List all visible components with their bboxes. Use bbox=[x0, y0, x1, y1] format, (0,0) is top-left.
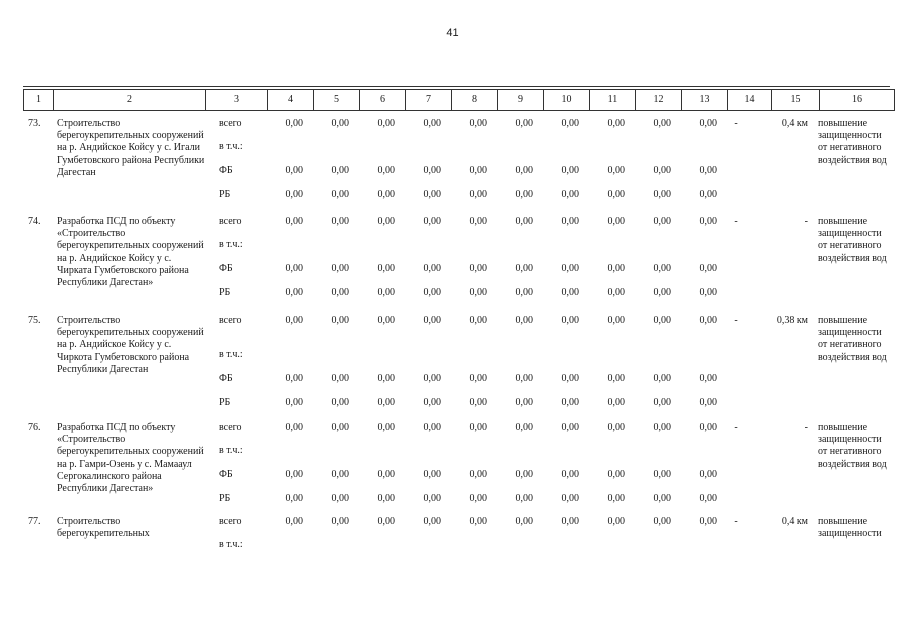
funding-line bbox=[23, 516, 890, 528]
funding-line bbox=[23, 216, 890, 228]
row-number: 74. bbox=[28, 216, 41, 227]
header-cell: 5 bbox=[314, 90, 360, 111]
funding-label: ФБ bbox=[219, 165, 233, 176]
funding-value: 0,00 bbox=[377, 165, 395, 176]
funding-value: 0,00 bbox=[699, 469, 717, 480]
funding-value: 0,00 bbox=[423, 263, 441, 274]
funding-value: 0,00 bbox=[285, 287, 303, 298]
funding-value: 0,00 bbox=[515, 118, 533, 129]
funding-value: 0,00 bbox=[699, 118, 717, 129]
funding-label: всего bbox=[219, 422, 242, 433]
header-cell: 2 bbox=[54, 90, 206, 111]
funding-value: 0,00 bbox=[607, 315, 625, 326]
row-name: Строительство берегоукрепительных bbox=[57, 516, 150, 540]
column-14-value: - bbox=[734, 516, 738, 527]
funding-value: 0,00 bbox=[331, 397, 349, 408]
row-result: повышение защищенности от негативного воздействия вод bbox=[818, 216, 887, 264]
header-table bbox=[23, 89, 895, 111]
funding-value: 0,00 bbox=[331, 216, 349, 227]
funding-value: 0,00 bbox=[699, 189, 717, 200]
funding-line bbox=[23, 118, 890, 130]
row-name: Строительство берегоукрепительных сооружений на р. Андийское Койсу у с. Чиркота Гумбетовского района Республики Дагестан bbox=[57, 315, 204, 375]
funding-value: 0,00 bbox=[607, 493, 625, 504]
funding-line bbox=[23, 422, 890, 434]
header-cell: 8 bbox=[452, 90, 498, 111]
funding-label: РБ bbox=[219, 397, 231, 408]
header-cell: 11 bbox=[590, 90, 636, 111]
funding-value: 0,00 bbox=[653, 165, 671, 176]
funding-label: всего bbox=[219, 315, 242, 326]
funding-value: 0,00 bbox=[561, 165, 579, 176]
funding-value: 0,00 bbox=[653, 422, 671, 433]
funding-value: 0,00 bbox=[423, 216, 441, 227]
funding-value: 0,00 bbox=[699, 263, 717, 274]
funding-value: 0,00 bbox=[653, 315, 671, 326]
funding-value: 0,00 bbox=[285, 516, 303, 527]
funding-line bbox=[23, 189, 890, 201]
funding-value: 0,00 bbox=[331, 469, 349, 480]
funding-value: 0,00 bbox=[285, 493, 303, 504]
row-number: 76. bbox=[28, 422, 41, 433]
header-cell: 3 bbox=[206, 90, 268, 111]
funding-value: 0,00 bbox=[285, 315, 303, 326]
row-name: Разработка ПСД по объекту «Строительство берегоукрепительных сооружений на р. Андийское Койсу у с. Чирката Гумбетовского района Республики Дагестан» bbox=[57, 216, 204, 289]
funding-value: 0,00 bbox=[469, 422, 487, 433]
header-cell: 9 bbox=[498, 90, 544, 111]
funding-value: 0,00 bbox=[515, 165, 533, 176]
funding-value: 0,00 bbox=[469, 189, 487, 200]
funding-value: 0,00 bbox=[377, 216, 395, 227]
funding-value: 0,00 bbox=[653, 189, 671, 200]
funding-value: 0,00 bbox=[561, 263, 579, 274]
funding-value: 0,00 bbox=[653, 263, 671, 274]
funding-value: 0,00 bbox=[331, 118, 349, 129]
funding-value: 0,00 bbox=[377, 469, 395, 480]
funding-value: 0,00 bbox=[377, 263, 395, 274]
funding-value: 0,00 bbox=[653, 493, 671, 504]
funding-line bbox=[23, 141, 890, 153]
funding-label: РБ bbox=[219, 287, 231, 298]
row-name: Строительство берегоукрепительных сооружений на р. Андийское Койсу у с. Игали Гумбетовского района Республики Дагестан bbox=[57, 118, 205, 178]
funding-value: 0,00 bbox=[561, 216, 579, 227]
funding-line bbox=[23, 445, 890, 457]
funding-value: 0,00 bbox=[561, 287, 579, 298]
header-cell: 14 bbox=[728, 90, 772, 111]
funding-value: 0,00 bbox=[377, 422, 395, 433]
top-rule bbox=[23, 86, 890, 87]
funding-value: 0,00 bbox=[331, 373, 349, 384]
funding-label: всего bbox=[219, 118, 242, 129]
funding-line bbox=[23, 373, 890, 385]
funding-value: 0,00 bbox=[699, 165, 717, 176]
funding-label: ФБ bbox=[219, 469, 233, 480]
funding-value: 0,00 bbox=[285, 397, 303, 408]
funding-value: 0,00 bbox=[469, 516, 487, 527]
funding-value: 0,00 bbox=[699, 516, 717, 527]
funding-value: 0,00 bbox=[561, 422, 579, 433]
funding-value: 0,00 bbox=[607, 118, 625, 129]
funding-value: 0,00 bbox=[561, 493, 579, 504]
funding-value: 0,00 bbox=[377, 118, 395, 129]
funding-value: 0,00 bbox=[607, 189, 625, 200]
funding-value: 0,00 bbox=[561, 373, 579, 384]
column-14-value: - bbox=[734, 422, 738, 433]
funding-label: в т.ч.: bbox=[219, 445, 243, 456]
funding-value: 0,00 bbox=[285, 165, 303, 176]
funding-value: 0,00 bbox=[377, 373, 395, 384]
funding-value: 0,00 bbox=[699, 397, 717, 408]
funding-value: 0,00 bbox=[607, 165, 625, 176]
funding-line bbox=[23, 239, 890, 251]
funding-label: в т.ч.: bbox=[219, 239, 243, 250]
funding-line bbox=[23, 315, 890, 327]
page-number: 41 bbox=[446, 27, 459, 39]
funding-value: 0,00 bbox=[699, 287, 717, 298]
header-cell: 13 bbox=[682, 90, 728, 111]
funding-value: 0,00 bbox=[607, 263, 625, 274]
funding-value: 0,00 bbox=[469, 165, 487, 176]
funding-value: 0,00 bbox=[699, 216, 717, 227]
funding-value: 0,00 bbox=[469, 315, 487, 326]
funding-value: 0,00 bbox=[653, 287, 671, 298]
funding-value: 0,00 bbox=[285, 422, 303, 433]
funding-value: 0,00 bbox=[423, 493, 441, 504]
funding-value: 0,00 bbox=[285, 216, 303, 227]
funding-value: 0,00 bbox=[607, 397, 625, 408]
funding-value: 0,00 bbox=[515, 189, 533, 200]
funding-value: 0,00 bbox=[699, 373, 717, 384]
funding-line bbox=[23, 165, 890, 177]
funding-value: 0,00 bbox=[377, 397, 395, 408]
funding-value: 0,00 bbox=[515, 216, 533, 227]
funding-value: 0,00 bbox=[607, 516, 625, 527]
column-14-value: - bbox=[734, 118, 738, 129]
funding-value: 0,00 bbox=[653, 373, 671, 384]
funding-value: 0,00 bbox=[423, 516, 441, 527]
funding-value: 0,00 bbox=[561, 397, 579, 408]
funding-value: 0,00 bbox=[423, 422, 441, 433]
funding-label: в т.ч.: bbox=[219, 349, 243, 360]
funding-label: всего bbox=[219, 216, 242, 227]
funding-value: 0,00 bbox=[469, 263, 487, 274]
funding-value: 0,00 bbox=[653, 516, 671, 527]
funding-value: 0,00 bbox=[469, 373, 487, 384]
funding-value: 0,00 bbox=[331, 516, 349, 527]
row-number: 77. bbox=[28, 516, 41, 527]
funding-value: 0,00 bbox=[653, 397, 671, 408]
funding-value: 0,00 bbox=[377, 493, 395, 504]
header-cell: 16 bbox=[820, 90, 895, 111]
funding-line bbox=[23, 263, 890, 275]
funding-value: 0,00 bbox=[331, 493, 349, 504]
header-cell: 12 bbox=[636, 90, 682, 111]
funding-value: 0,00 bbox=[699, 315, 717, 326]
funding-value: 0,00 bbox=[515, 373, 533, 384]
funding-value: 0,00 bbox=[377, 315, 395, 326]
funding-value: 0,00 bbox=[331, 422, 349, 433]
funding-value: 0,00 bbox=[561, 189, 579, 200]
funding-value: 0,00 bbox=[653, 118, 671, 129]
funding-value: 0,00 bbox=[285, 189, 303, 200]
funding-value: 0,00 bbox=[515, 315, 533, 326]
row-result: повышение защищенности bbox=[818, 516, 882, 540]
funding-value: 0,00 bbox=[331, 189, 349, 200]
funding-value: 0,00 bbox=[561, 315, 579, 326]
funding-value: 0,00 bbox=[607, 469, 625, 480]
funding-value: 0,00 bbox=[331, 263, 349, 274]
header-cell: 10 bbox=[544, 90, 590, 111]
funding-value: 0,00 bbox=[423, 469, 441, 480]
funding-value: 0,00 bbox=[331, 315, 349, 326]
row-result: повышение защищенности от негативного воздействия вод bbox=[818, 422, 887, 470]
funding-line bbox=[23, 349, 890, 361]
column-14-value: - bbox=[734, 216, 738, 227]
header-cell: 7 bbox=[406, 90, 452, 111]
funding-value: 0,00 bbox=[423, 397, 441, 408]
funding-label: в т.ч.: bbox=[219, 141, 243, 152]
funding-value: 0,00 bbox=[515, 422, 533, 433]
funding-value: 0,00 bbox=[607, 422, 625, 433]
funding-value: 0,00 bbox=[515, 287, 533, 298]
funding-value: 0,00 bbox=[423, 373, 441, 384]
funding-value: 0,00 bbox=[653, 469, 671, 480]
row-number: 73. bbox=[28, 118, 41, 129]
funding-value: 0,00 bbox=[469, 287, 487, 298]
funding-line bbox=[23, 397, 890, 409]
header-cell: 4 bbox=[268, 90, 314, 111]
funding-line bbox=[23, 539, 890, 551]
funding-value: 0,00 bbox=[561, 469, 579, 480]
funding-label: ФБ bbox=[219, 263, 233, 274]
funding-label: всего bbox=[219, 516, 242, 527]
header-row bbox=[24, 90, 895, 111]
length-value: 0,4 км bbox=[781, 516, 808, 527]
funding-line bbox=[23, 469, 890, 481]
funding-value: 0,00 bbox=[515, 493, 533, 504]
header-cell: 6 bbox=[360, 90, 406, 111]
funding-value: 0,00 bbox=[377, 516, 395, 527]
length-value: 0,38 км bbox=[776, 315, 808, 326]
funding-value: 0,00 bbox=[561, 516, 579, 527]
funding-value: 0,00 bbox=[699, 422, 717, 433]
funding-value: 0,00 bbox=[331, 165, 349, 176]
header-cell: 1 bbox=[24, 90, 54, 111]
funding-value: 0,00 bbox=[331, 287, 349, 298]
row-result: повышение защищенности от негативного воздействия вод bbox=[818, 315, 887, 363]
funding-value: 0,00 bbox=[607, 216, 625, 227]
funding-line bbox=[23, 287, 890, 299]
funding-label: РБ bbox=[219, 189, 231, 200]
funding-value: 0,00 bbox=[653, 216, 671, 227]
row-name: Разработка ПСД по объекту «Строительство берегоукрепительных сооружений на р. Гамри-Озень у с. Мамааул Сергокалинского района Республики Дагестан» bbox=[57, 422, 204, 495]
row-number: 75. bbox=[28, 315, 41, 326]
funding-value: 0,00 bbox=[469, 118, 487, 129]
funding-value: 0,00 bbox=[515, 397, 533, 408]
funding-value: 0,00 bbox=[423, 287, 441, 298]
funding-value: 0,00 bbox=[423, 189, 441, 200]
length-value: - bbox=[804, 422, 808, 433]
funding-label: РБ bbox=[219, 493, 231, 504]
funding-value: 0,00 bbox=[285, 118, 303, 129]
funding-value: 0,00 bbox=[699, 493, 717, 504]
funding-value: 0,00 bbox=[469, 469, 487, 480]
funding-value: 0,00 bbox=[423, 165, 441, 176]
funding-value: 0,00 bbox=[561, 118, 579, 129]
funding-line bbox=[23, 493, 890, 505]
funding-value: 0,00 bbox=[377, 189, 395, 200]
funding-value: 0,00 bbox=[515, 516, 533, 527]
length-value: 0,4 км bbox=[781, 118, 808, 129]
header-cell: 15 bbox=[772, 90, 820, 111]
funding-value: 0,00 bbox=[469, 216, 487, 227]
funding-value: 0,00 bbox=[469, 493, 487, 504]
funding-value: 0,00 bbox=[285, 373, 303, 384]
length-value: - bbox=[804, 216, 808, 227]
column-14-value: - bbox=[734, 315, 738, 326]
funding-value: 0,00 bbox=[423, 118, 441, 129]
funding-value: 0,00 bbox=[515, 469, 533, 480]
row-result: повышение защищенности от негативного воздействия вод bbox=[818, 118, 887, 166]
funding-value: 0,00 bbox=[285, 263, 303, 274]
funding-label: ФБ bbox=[219, 373, 233, 384]
funding-value: 0,00 bbox=[423, 315, 441, 326]
funding-value: 0,00 bbox=[607, 373, 625, 384]
funding-value: 0,00 bbox=[515, 263, 533, 274]
funding-value: 0,00 bbox=[285, 469, 303, 480]
funding-label: в т.ч.: bbox=[219, 539, 243, 550]
funding-value: 0,00 bbox=[377, 287, 395, 298]
funding-value: 0,00 bbox=[469, 397, 487, 408]
funding-value: 0,00 bbox=[607, 287, 625, 298]
